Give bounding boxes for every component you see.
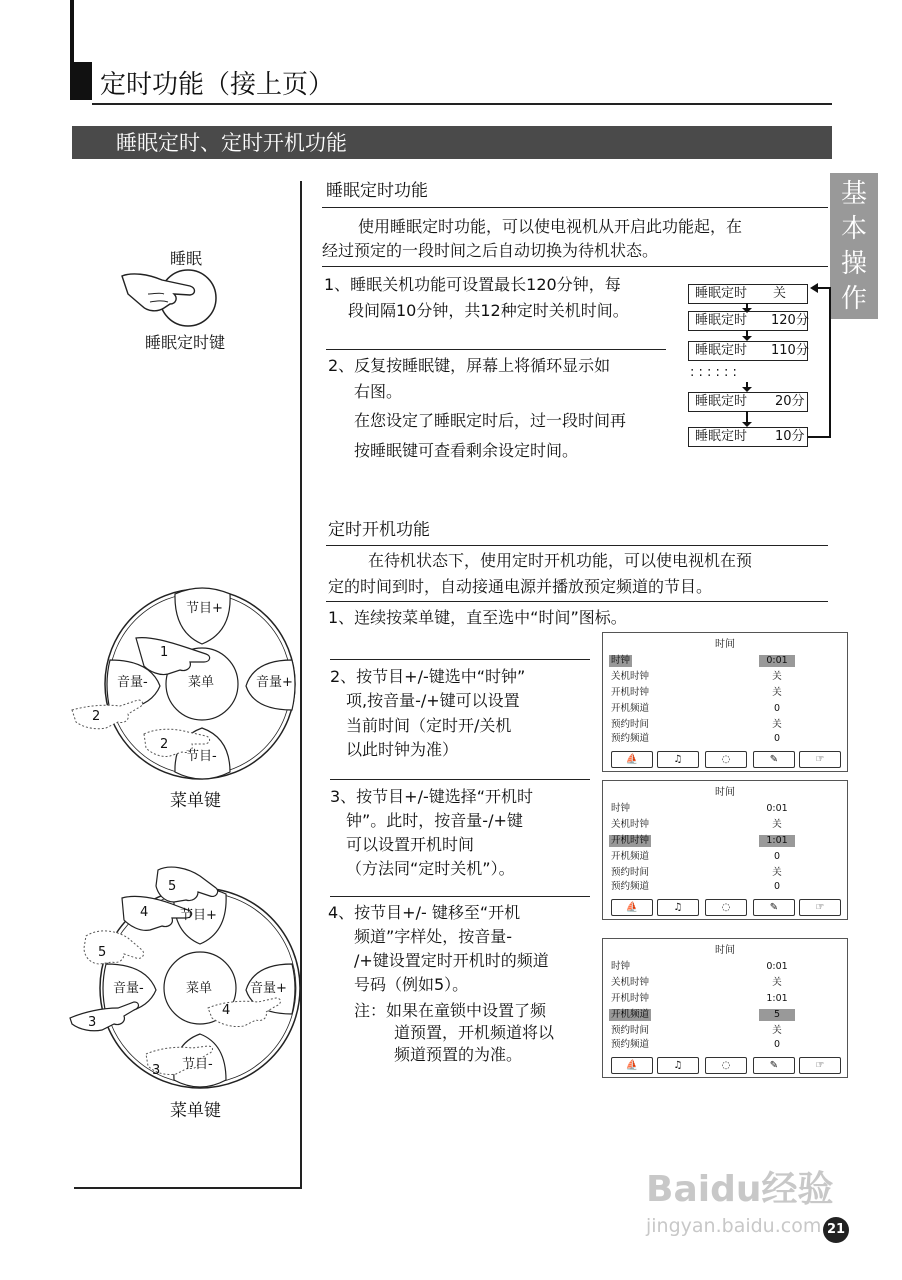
function-menu-icon: ☞ bbox=[799, 1057, 841, 1074]
menu-row-value: 1:01 bbox=[759, 835, 795, 847]
poweron-intro-line: 定的时间到时，自动接通电源并播放预定频道的节目。 bbox=[328, 577, 713, 596]
vol-up-label: 音量+ bbox=[256, 675, 293, 690]
header-rule bbox=[92, 103, 832, 105]
menu-icon-bar bbox=[609, 899, 839, 915]
menu-row-label: 开机时钟 bbox=[611, 993, 650, 1004]
watermark-logo: Baidu经验 bbox=[646, 1169, 834, 1210]
menu-row-label: 预约时间 bbox=[611, 867, 650, 878]
menu-row-value: 关 bbox=[772, 819, 782, 830]
sleep-intro-line: 经过预定的一段时间之后自动切换为待机状态。 bbox=[322, 241, 659, 260]
menu-row-label: 预约频道 bbox=[611, 733, 650, 744]
menu-row bbox=[609, 671, 815, 683]
picture-menu-icon: ⛵ bbox=[611, 1057, 653, 1074]
menu-label: 菜单 bbox=[186, 981, 213, 996]
side-tab-char: 本 bbox=[840, 214, 867, 244]
menu-row-label: 关机时钟 bbox=[611, 671, 650, 682]
sleep-step2-line: 按睡眠键可查看剩余设定时间。 bbox=[354, 441, 579, 460]
menu-row bbox=[609, 851, 815, 863]
menu-row-label: 关机时钟 bbox=[611, 977, 650, 988]
menu-row-label: 预约时间 bbox=[611, 1025, 650, 1036]
page-number-badge bbox=[823, 1217, 849, 1243]
menu-row-label: 时钟 bbox=[611, 803, 631, 814]
poweron-step4-line: 4、按节目+/- 键移至“开机 bbox=[328, 903, 521, 922]
vol-down-label: 音量- bbox=[113, 981, 144, 996]
menu-icon-bar bbox=[609, 751, 839, 767]
time-menu-icon: ◌ bbox=[705, 1057, 747, 1074]
menu-row bbox=[609, 819, 815, 831]
menu-row-label: 开机时钟 bbox=[611, 835, 650, 846]
sleep-cycle-value: 10分 bbox=[775, 429, 805, 444]
poweron-step2-line: 当前时间（定时开/关机 bbox=[346, 716, 512, 735]
menu-row bbox=[609, 993, 815, 1005]
menu-label: 菜单 bbox=[188, 675, 215, 690]
setup-menu-icon: ✎ bbox=[753, 1057, 795, 1074]
panel-title: 时间 bbox=[715, 945, 735, 956]
menu-row-value: 0:01 bbox=[766, 961, 788, 972]
time-menu-icon: ◌ bbox=[705, 751, 747, 768]
menu-row bbox=[609, 835, 815, 847]
header-marker-block bbox=[70, 62, 92, 100]
picture-menu-icon: ⛵ bbox=[611, 899, 653, 916]
poweron-note-line: 频道预置的为准。 bbox=[394, 1045, 523, 1064]
menu-row-value: 关 bbox=[772, 671, 782, 682]
ch-up-label: 节目+ bbox=[186, 601, 223, 616]
sleep-heading-rule bbox=[322, 207, 828, 208]
sleep-cycle-ellipsis: : : : : : : bbox=[690, 365, 737, 380]
sleep-cycle-value: 110分 bbox=[771, 343, 809, 358]
side-tab-char: 作 bbox=[840, 284, 867, 314]
sleep-cycle-label: 睡眠定时 bbox=[695, 286, 748, 301]
sleep-step1-line: 段间隔10分钟，共12种定时关机时间。 bbox=[348, 301, 629, 320]
poweron-step4-line: 号码（例如5）。 bbox=[354, 975, 469, 994]
step-number: 5 bbox=[98, 945, 107, 960]
menu-row-value: 5 bbox=[759, 1009, 795, 1021]
poweron-heading-rule bbox=[326, 545, 828, 546]
function-menu-icon: ☞ bbox=[799, 899, 841, 916]
remote-1-caption: 菜单键 bbox=[170, 791, 221, 811]
menu-row bbox=[609, 803, 815, 815]
menu-row-value: 关 bbox=[772, 977, 782, 988]
menu-row bbox=[609, 1039, 815, 1051]
page-title: 定时功能（接上页） bbox=[100, 70, 335, 100]
sound-menu-icon: ♫ bbox=[657, 1057, 699, 1074]
menu-row bbox=[609, 1025, 815, 1037]
step-number: 1 bbox=[160, 645, 169, 660]
poweron-intro-rule bbox=[326, 601, 828, 602]
poweron-step4-line: /+键设置定时开机时的频道 bbox=[354, 951, 549, 970]
step-number: 5 bbox=[168, 879, 177, 894]
menu-row-label: 开机频道 bbox=[611, 703, 650, 714]
sleep-cycle-arrows bbox=[688, 280, 838, 450]
menu-row bbox=[609, 687, 815, 699]
setup-menu-icon: ✎ bbox=[753, 899, 795, 916]
poweron-step3-line: （方法同“定时关机”）。 bbox=[346, 859, 515, 878]
menu-row-value: 0 bbox=[773, 703, 781, 714]
page-number: 21 bbox=[826, 1222, 846, 1237]
poweron-step3-line: 钟”。此时，按音量-/+键 bbox=[346, 811, 523, 830]
time-menu-icon: ◌ bbox=[705, 899, 747, 916]
sleep-step2-line: 右图。 bbox=[354, 382, 403, 401]
sleep-step1-rule bbox=[326, 349, 666, 350]
menu-row bbox=[609, 719, 815, 731]
poweron-step1: 1、连续按菜单键，直至选中“时间”图标。 bbox=[328, 608, 627, 627]
step-number: 3 bbox=[152, 1063, 161, 1078]
loop-back-arrow bbox=[808, 288, 830, 437]
arrow-left-icon bbox=[810, 283, 818, 293]
poweron-note-line: 注：如果在童锁中设置了频 bbox=[354, 1001, 547, 1020]
step-number: 2 bbox=[92, 709, 101, 724]
sound-menu-icon: ♫ bbox=[657, 899, 699, 916]
poweron-step2-line: 项,按音量-/+键可以设置 bbox=[346, 691, 520, 710]
menu-row-value: 0:01 bbox=[759, 655, 795, 667]
poweron-step3-line: 可以设置开机时间 bbox=[346, 835, 475, 854]
poweron-note-line: 道预置，开机频道将以 bbox=[394, 1023, 555, 1042]
panel-title: 时间 bbox=[715, 787, 735, 798]
sleep-cycle-value: 20分 bbox=[775, 394, 805, 409]
time-menu-panel bbox=[602, 780, 848, 920]
sleep-step2-line: 在您设定了睡眠定时后，过一段时间再 bbox=[354, 411, 627, 430]
menu-row-label: 预约时间 bbox=[611, 719, 650, 730]
sleep-cycle-label: 睡眠定时 bbox=[695, 313, 748, 328]
menu-row bbox=[609, 655, 815, 667]
sleep-heading: 睡眠定时功能 bbox=[326, 181, 428, 201]
menu-row-value: 0 bbox=[773, 881, 781, 892]
sleep-cycle-label: 睡眠定时 bbox=[695, 394, 748, 409]
sleep-step1-line: 1、睡眠关机功能可设置最长120分钟，每 bbox=[324, 275, 621, 294]
poweron-heading: 定时开机功能 bbox=[328, 520, 430, 540]
setup-menu-icon: ✎ bbox=[753, 751, 795, 768]
menu-row-label: 预约频道 bbox=[611, 1039, 650, 1050]
section-title: 睡眠定时、定时开机功能 bbox=[116, 131, 347, 155]
function-menu-icon: ☞ bbox=[799, 751, 841, 768]
sleep-intro-line: 使用睡眠定时功能，可以使电视机从开启此功能起，在 bbox=[358, 217, 743, 236]
menu-row bbox=[609, 961, 815, 973]
menu-row-label: 时钟 bbox=[611, 655, 631, 666]
menu-row-value: 关 bbox=[772, 687, 782, 698]
sleep-key-label: 睡眠 bbox=[170, 249, 203, 268]
menu-row-value: 0 bbox=[773, 851, 781, 862]
sleep-step2-line: 2、反复按睡眠键，屏幕上将循环显示如 bbox=[328, 356, 611, 375]
menu-row-value: 1:01 bbox=[766, 993, 788, 1004]
time-menu-panel bbox=[602, 632, 848, 772]
menu-row bbox=[609, 1009, 815, 1021]
menu-row-value: 关 bbox=[772, 719, 782, 730]
menu-row-label: 预约频道 bbox=[611, 881, 650, 892]
arrow-down-icon bbox=[742, 303, 752, 427]
menu-row-label: 开机频道 bbox=[611, 1009, 650, 1020]
menu-row-value: 关 bbox=[772, 867, 782, 878]
sound-menu-icon: ♫ bbox=[657, 751, 699, 768]
menu-row-label: 时钟 bbox=[611, 961, 631, 972]
menu-row bbox=[609, 881, 815, 893]
sleep-cycle-label: 睡眠定时 bbox=[695, 343, 748, 358]
vol-down-label: 音量- bbox=[117, 675, 148, 690]
poweron-step2-line: 2、按节目+/-键选中“时钟” bbox=[330, 667, 526, 686]
sleep-cycle-label: 睡眠定时 bbox=[695, 429, 748, 444]
time-menu-panel bbox=[602, 938, 848, 1078]
sleep-cycle-value: 关 bbox=[773, 286, 787, 301]
header-marker bbox=[70, 0, 74, 62]
side-tab-char: 基 bbox=[840, 179, 867, 209]
sleep-key-caption: 睡眠定时键 bbox=[145, 333, 226, 352]
menu-row-label: 开机频道 bbox=[611, 851, 650, 862]
menu-row-label: 关机时钟 bbox=[611, 819, 650, 830]
poweron-step3-line: 3、按节目+/-键选择“开机时 bbox=[330, 787, 534, 806]
step-number: 3 bbox=[88, 1015, 97, 1030]
poweron-step2-line: 以此时钟为准） bbox=[346, 740, 459, 759]
menu-row-label: 开机时钟 bbox=[611, 687, 650, 698]
ch-up-label: 节目+ bbox=[180, 908, 217, 923]
poweron-step-rule bbox=[330, 659, 590, 660]
ch-down-label: 节目- bbox=[182, 1057, 213, 1072]
poweron-step4-line: 频道”字样处，按音量- bbox=[354, 927, 513, 946]
panel-title: 时间 bbox=[715, 639, 735, 650]
vol-up-label: 音量+ bbox=[250, 981, 287, 996]
ch-down-label: 节目- bbox=[186, 749, 217, 764]
remote-2-caption: 菜单键 bbox=[170, 1101, 221, 1121]
watermark-url: jingyan.baidu.com bbox=[646, 1215, 822, 1237]
poweron-intro-line: 在待机状态下，使用定时开机功能，可以使电视机在预 bbox=[368, 551, 753, 570]
poweron-step-rule bbox=[330, 896, 590, 897]
menu-row bbox=[609, 867, 815, 879]
menu-row-value: 0 bbox=[773, 733, 781, 744]
column-divider bbox=[300, 181, 302, 1189]
menu-row bbox=[609, 733, 815, 745]
sleep-key-illustration bbox=[118, 264, 228, 334]
bottom-rule bbox=[74, 1187, 302, 1189]
menu-row-value: 0 bbox=[773, 1039, 781, 1050]
menu-row bbox=[609, 703, 815, 715]
section-bar bbox=[72, 126, 832, 159]
sleep-intro-rule bbox=[322, 266, 828, 267]
step-number: 4 bbox=[222, 1003, 231, 1018]
side-tab-char: 操 bbox=[840, 249, 867, 279]
menu-icon-bar bbox=[609, 1057, 839, 1073]
menu-row-value: 0:01 bbox=[766, 803, 788, 814]
sleep-cycle-value: 120分 bbox=[771, 313, 809, 328]
step-number: 2 bbox=[160, 737, 169, 752]
menu-row bbox=[609, 977, 815, 989]
picture-menu-icon: ⛵ bbox=[611, 751, 653, 768]
menu-row-value: 关 bbox=[772, 1025, 782, 1036]
step-number: 4 bbox=[140, 905, 149, 920]
poweron-step-rule bbox=[330, 779, 590, 780]
